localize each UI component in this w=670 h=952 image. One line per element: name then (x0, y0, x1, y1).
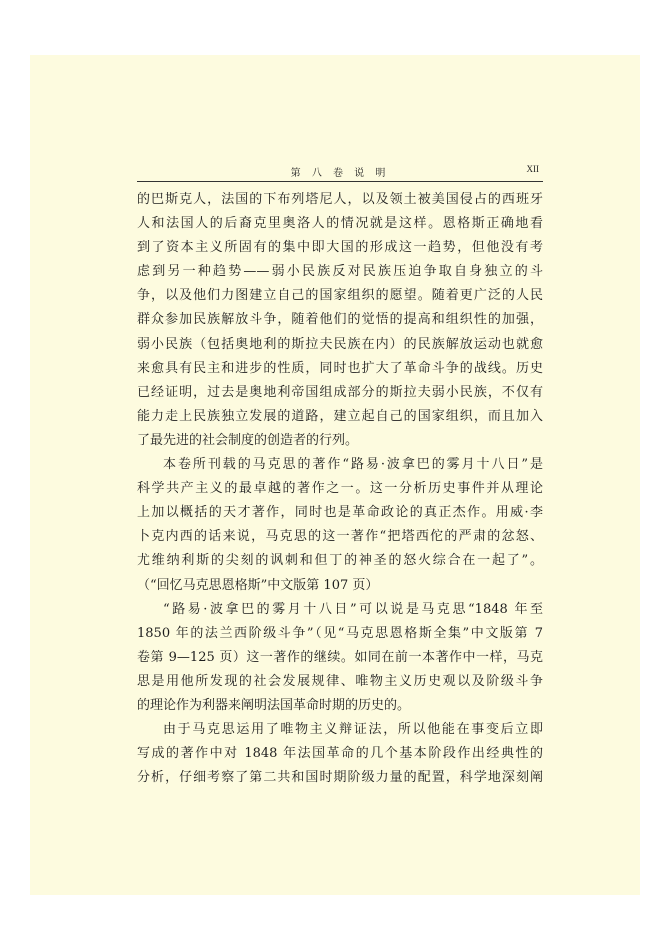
text-line: 争，以及他们力图建立自己的国家组织的愿望。随着更广泛的人民 (137, 288, 543, 304)
text-line: 能力走上民族独立发展的道路，建立起自己的国家组织，而且加入 (137, 408, 543, 424)
text-line: 分析，仔细考察了第二共和国时期阶级力量的配置，科学地深刻阐 (137, 770, 543, 786)
text-line: 到了资本主义所固有的集中即大国的形成这一趋势，但他没有考 (137, 240, 543, 256)
text-line: 上加以概括的天才著作，同时也是革命政论的真正杰作。用威·李 (137, 505, 543, 521)
text-line: 写成的著作中对 1848 年法国革命的几个基本阶段作出经典性的 (137, 746, 543, 762)
paragraph (137, 453, 543, 598)
text-line: 弱小民族（包括奥地利的斯拉夫民族在内）的民族解放运动也就愈 (137, 336, 543, 352)
text-line: 的理论作为利器来阐明法国革命时期的历史的。 (137, 697, 411, 713)
text-line: 1850 年的法兰西阶级斗争”（见“马克思恩格斯全集”中文版第 7 (137, 625, 543, 641)
paragraph (137, 598, 543, 718)
text-line: 思是用他所发现的社会发展规律、唯物主义历史观以及阶级斗争 (137, 673, 543, 689)
running-head (137, 160, 543, 180)
text-line: 卜克内西的话来说，马克思的这一著作“把塔西佗的严肃的忿怒、 (137, 529, 543, 545)
text-line: 卷第 9—125 页）这一著作的继续。如同在前一本著作中一样，马克 (137, 649, 543, 665)
running-head-title: 第 八 卷 说 明 (290, 168, 390, 179)
text-line: 人和法国人的后裔克里奥洛人的情况就是这样。恩格斯正确地看 (137, 216, 543, 232)
header-rule (137, 181, 543, 182)
text-line: （“回忆马克思恩格斯”中文版第 107 页） (137, 577, 379, 593)
text-line: 科学共产主义的最卓越的著作之一。这一分析历史事件并从理论 (137, 481, 543, 497)
paragraph (137, 718, 543, 790)
text-line: 的巴斯克人，法国的下布列塔尼人，以及领土被美国侵占的西班牙 (137, 192, 543, 207)
page-number: XII (526, 164, 539, 174)
text-line: 了最先进的社会制度的创造者的行列。 (137, 432, 359, 448)
text-line: 群众参加民族解放斗争，随着他们的觉悟的提高和组织性的加强， (137, 312, 543, 328)
text-line: “路易·波拿巴的雾月十八日”可以说是马克思“1848 年至 (163, 601, 543, 617)
body-text (137, 188, 543, 790)
text-line: 来愈具有民主和进步的性质，同时也扩大了革命斗争的战线。历史 (137, 360, 543, 376)
text-line: 尤维纳利斯的尖刻的讽刺和但丁的神圣的怒火综合在一起了”。 (137, 553, 543, 569)
text-line: 由于马克思运用了唯物主义辩证法，所以他能在事变后立即 (163, 722, 543, 738)
paragraph (137, 188, 543, 453)
text-line: 已经证明，过去是奥地利帝国组成部分的斯拉夫弱小民族，不仅有 (137, 384, 543, 400)
text-line: 虑到另一种趋势——弱小民族反对民族压迫争取自身独立的斗 (137, 264, 543, 280)
text-line: 本卷所刊载的马克思的著作“路易·波拿巴的雾月十八日”是 (163, 457, 543, 473)
